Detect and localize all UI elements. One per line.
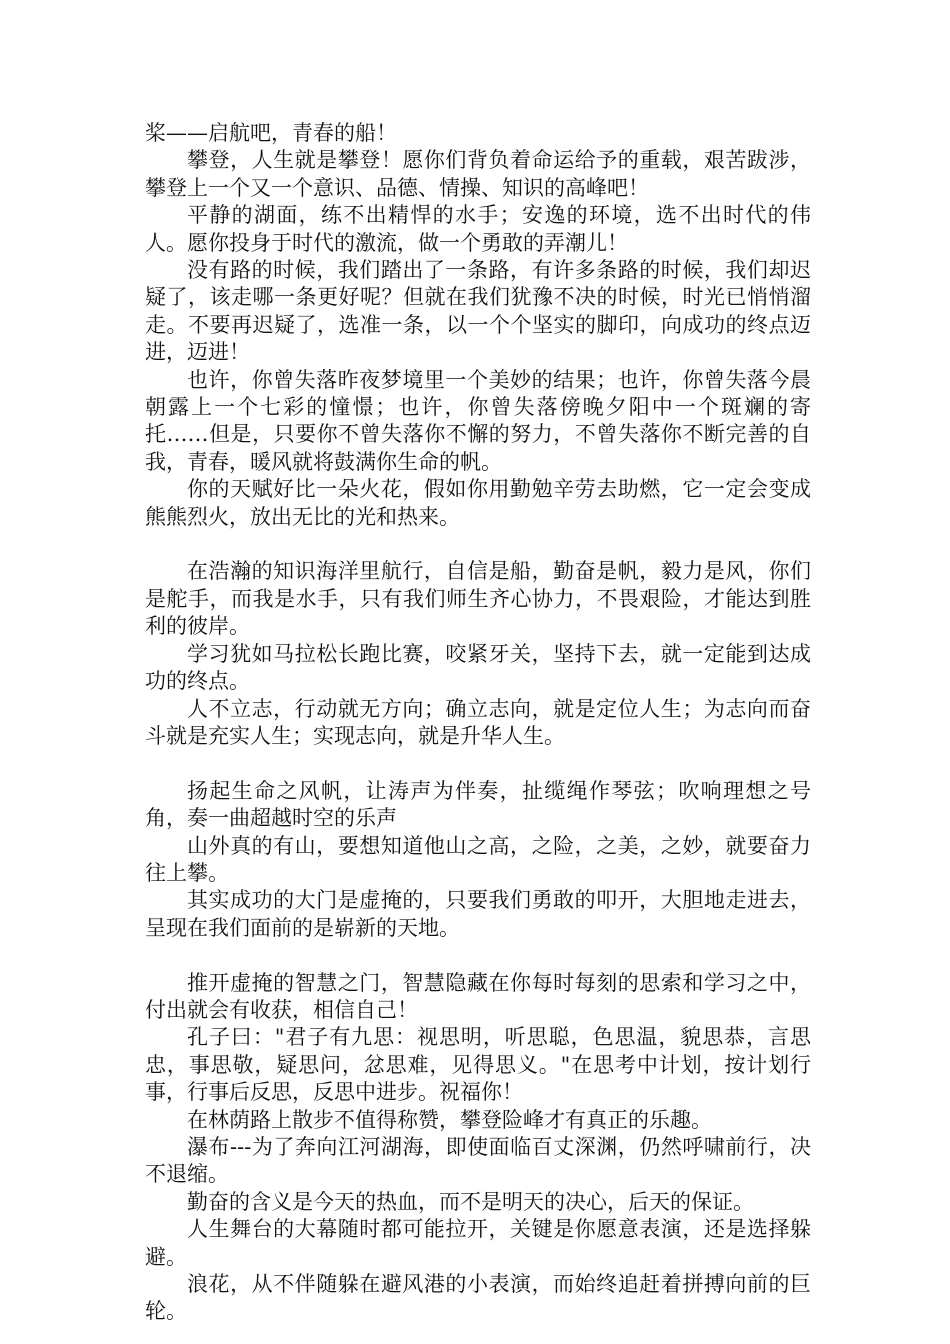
paragraph: 你的天赋好比一朵火花，假如你用勤勉辛劳去助燃，它一定会变成熊熊烈火，放出无比的光和热来。 <box>145 477 811 529</box>
paragraph: 平静的湖面，练不出精悍的水手；安逸的环境，选不出时代的伟人。愿你投身于时代的激流，做一个勇敢的弄潮儿！ <box>145 203 811 255</box>
paragraph-continuation: 桨——启航吧，青春的船！ <box>145 121 397 145</box>
paragraph: 浪花，从不伴随躲在避风港的小表演，而始终追赶着拼搏向前的巨轮。 <box>145 1272 811 1324</box>
paragraph: 山外真的有山，要想知道他山之高，之险，之美，之妙，就要奋力往上攀。 <box>145 833 811 885</box>
paragraph: 勤奋的含义是今天的热血，而不是明天的决心，后天的保证。 <box>187 1189 754 1214</box>
paragraph: 瀑布---为了奔向江河湖海，即使面临百丈深渊，仍然呼啸前行，决不退缩。 <box>145 1134 811 1187</box>
blank-line <box>145 531 811 558</box>
paragraph: 攀登，人生就是攀登！愿你们背负着命运给予的重载，艰苦跋涉，攀登上一个又一个意识、品德、情操、知识的高峰吧！ <box>145 148 811 200</box>
paragraph: 也许，你曾失落昨夜梦境里一个美妙的结果；也许，你曾失落今晨朝露上一个七彩的憧憬；也许，你曾失落傍晚夕阳中一个斑斓的寄托……但是，只要你不曾失落你不懈的努力，不曾失落你不断完善的自我，青春，暖风就将鼓满你生命的帆。 <box>145 367 811 474</box>
blank-line <box>145 942 811 969</box>
document-body <box>145 120 811 1326</box>
paragraph: 在浩瀚的知识海洋里航行，自信是船，勤奋是帆，毅力是风，你们是舵手，而我是水手，只有我们师生齐心协力，不畏艰险，才能达到胜利的彼岸。 <box>145 559 811 639</box>
paragraph: 人不立志，行动就无方向；确立志向，就是定位人生；为志向而奋斗就是充实人生；实现志向，就是升华人生。 <box>145 696 811 748</box>
paragraph: 学习犹如马拉松长跑比赛，咬紧牙关，坚持下去，就一定能到达成功的终点。 <box>145 641 811 694</box>
paragraph: 孔子曰："君子有九思：视思明，听思聪，色思温，貌思恭，言思忠，事思敬，疑思问，忿思难，见得思义。"在思考中计划，按计划行事，行事后反思，反思中进步。祝福你！ <box>145 1025 811 1105</box>
paragraph: 在林荫路上散步不值得称赞，攀登险峰才有真正的乐趣。 <box>187 1107 712 1132</box>
paragraph: 没有路的时候，我们踏出了一条路，有许多条路的时候，我们却迟疑了，该走哪一条更好呢？但就在我们犹豫不决的时候，时光已悄悄溜走。不要再迟疑了，选准一条，以一个个坚实的脚印，向成功的终点迈进，迈进！ <box>145 258 811 365</box>
paragraph: 推开虚掩的智慧之门，智慧隐藏在你每时每刻的思索和学习之中，付出就会有收获，相信自己！ <box>145 970 811 1022</box>
blank-line <box>145 750 811 777</box>
paragraph: 人生舞台的大幕随时都可能拉开，关键是你愿意表演，还是选择躲避。 <box>145 1217 811 1269</box>
paragraph: 其实成功的大门是虚掩的，只要我们勇敢的叩开，大胆地走进去，呈现在我们面前的是崭新的天地。 <box>145 888 811 940</box>
paragraph: 扬起生命之风帆，让涛声为伴奏，扯缆绳作琴弦；吹响理想之号角，奏一曲超越时空的乐声 <box>145 778 811 831</box>
